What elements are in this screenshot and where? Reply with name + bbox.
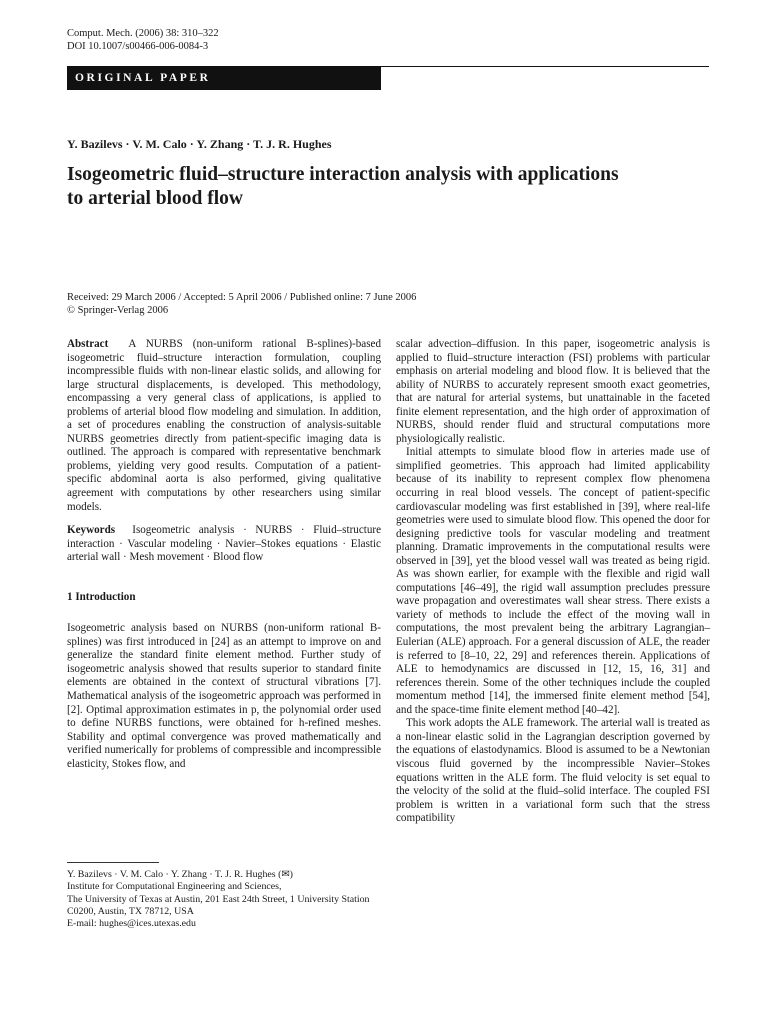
header-rule <box>381 66 709 67</box>
paper-title <box>67 163 717 211</box>
journal-header <box>67 27 219 53</box>
footnote-rule <box>67 862 159 863</box>
title-line-1: Isogeometric fluid–structure interaction analysis with applications <box>67 164 619 185</box>
affiliation-email: E-mail: hughes@ices.utexas.edu <box>67 918 196 930</box>
affiliation-footnote <box>67 869 381 930</box>
abstract <box>67 338 381 514</box>
article-type-band: ORIGINAL PAPER <box>67 66 381 90</box>
affiliation-names: Y. Bazilevs · V. M. Calo · Y. Zhang · T. J. R. Hughes (✉) <box>67 869 293 880</box>
authors: Y. Bazilevs · V. M. Calo · Y. Zhang · T. J. R. Hughes <box>67 137 332 151</box>
intro-paragraph-1: Isogeometric analysis based on NURBS (non-uniform rational B-splines) was first introduced in [24] as an attempt to improve on and generalize the standard finite element method. Further study of isogeometric analysis showed that results superior to standard finite elements are obtained in the context of structural vibrations [7]. Mathematical analysis of the isogeometric approach was performed in [2]. Optimal approximation estimates in p, the polynomial order used to define NURBS functions, were obtained for h-refined meshes. Stability and optimal convergence was proved mathematically and verified numerically for problems of compressible and incompressible elasticity, Stokes flow, and <box>67 622 381 770</box>
affiliation-institute: Institute for Computational Engineering and Sciences, <box>67 881 282 893</box>
affiliation-address: The University of Texas at Austin, 201 East 24th Street, 1 University Station C0200, Austin, TX 78712, USA <box>67 893 370 917</box>
journal-citation: Comput. Mech. (2006) 38: 310–322 <box>67 28 219 39</box>
section-heading: 1 Introduction <box>67 590 136 603</box>
abstract-label: Abstract <box>67 338 109 350</box>
right-column <box>396 338 710 826</box>
copyright-line: © Springer-Verlag 2006 <box>67 305 169 316</box>
received-line: Received: 29 March 2006 / Accepted: 5 April 2006 / Published online: 7 June 2006 <box>67 292 417 303</box>
left-column <box>67 338 381 771</box>
keywords-text: Isogeometric analysis · NURBS · Fluid–structure interaction · Vascular modeling · Navier–Stokes equations · Elastic arterial wall · Mesh movement · Blood flow <box>67 524 381 564</box>
doi: DOI 10.1007/s00466-006-0084-3 <box>67 41 209 52</box>
keywords-label: Keywords <box>67 524 116 537</box>
intro-paragraph-3: Initial attempts to simulate blood flow in arteries made use of simplified geometries. This approach had limited applicability because of its inability to represent complex flow phenomena occurring in real blood vessels. The concept of patient-specific cardiovascular modeling was first established in [39], where real-life geometries were used to simulate blood flow. This opened the door for designing predictive tools for vascular modeling and treatment planning. Dramatic improvements in the computational results were observed in [39], yet the blood vessel wall was treated as being rigid. As was shown earlier, for example with the flexible and rigid wall computations [46–49], the rigid wall assumption precludes pressure wave propagation and overestimates wall shear stress. There exists a variety of methods to include the effect of the moving wall in computations, the most prevalent being the arbitrary Lagrangian–Eulerian (ALE) approach. For a general discussion of ALE, the reader is referred to [8–10, 22, 29] and references therein. Applications of ALE to hemodynamics are discussed in [12, 15, 16, 31] and references therein. Some of the other techniques include the coupled momentum method [14], the immersed finite element method [54], and the space-time finite element method [40–42]. <box>396 446 710 716</box>
title-line-2: to arterial blood flow <box>67 188 244 209</box>
keywords <box>67 524 381 565</box>
intro-paragraph-2: scalar advection–diffusion. In this paper, isogeometric analysis is applied to fluid–structure interaction (FSI) problems with particular emphasis on arterial modeling and blood flow. It is believed that the ability of NURBS to accurately represent smooth exact geometries, that are natural for arterial systems, but unattainable in the faceted finite element representation, and the high order of approximation of NURBS, should render fluid and structural computations more physiologically realistic. <box>396 338 710 445</box>
abstract-text: A NURBS (non-uniform rational B-splines)-based isogeometric fluid–structure interaction formulation, coupling incompressible fluids with non-linear elastic solids, and allowing for large structural displacements, is developed. This methodology, encompassing a very general class of applications, is applied to problems of arterial blood flow modeling and simulation. In addition, a set of procedures enabling the construction of analysis-suitable NURBS geometries directly from patient-specific imaging data is outlined. The approach is compared with representative benchmark problems, yielding very good results. Computation of a patient-specific abdominal aorta is also performed, giving qualitative agreement with computations by other researchers using similar models. <box>67 338 381 513</box>
intro-paragraph-4: This work adopts the ALE framework. The arterial wall is treated as a non-linear elastic solid in the Lagrangian description governed by the equations of elastodynamics. Blood is assumed to be a Newtonian viscous fluid governed by the incompressible Navier–Stokes equations written in the ALE form. The fluid velocity is set equal to the velocity of the solid at the fluid–solid interface. The coupled FSI problem is written in a variational form such that the stress compatibility <box>396 717 710 825</box>
publication-dates <box>67 291 416 317</box>
